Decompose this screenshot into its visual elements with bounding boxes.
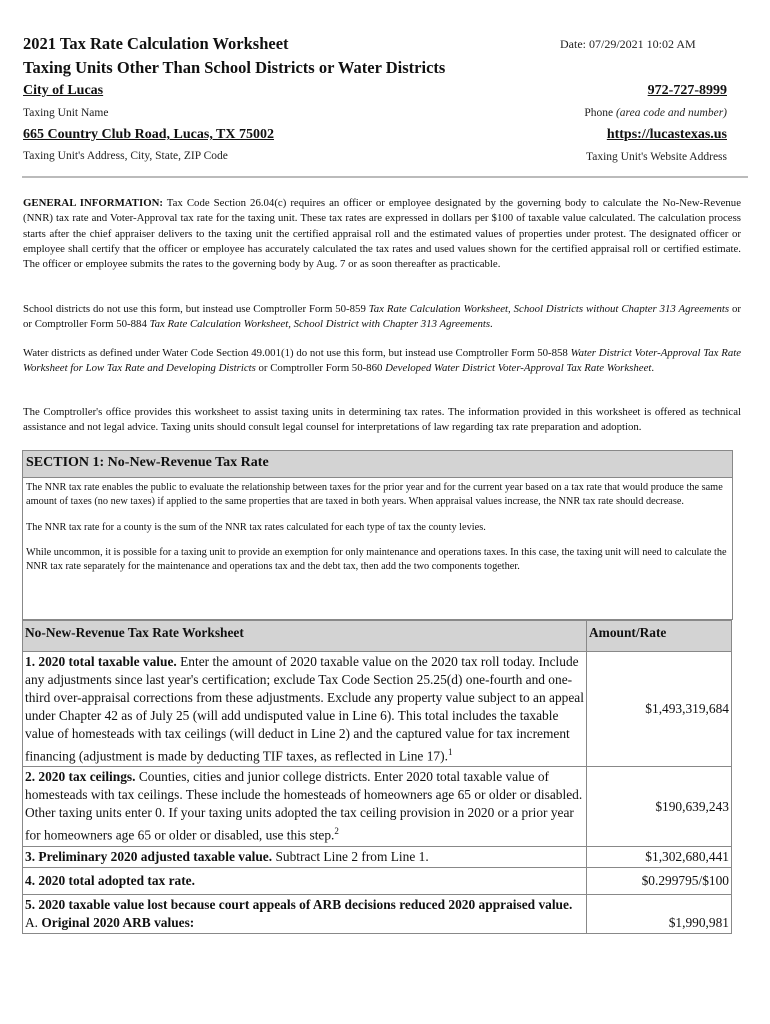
footnote-ref: 1 [447,747,453,757]
section-1-paragraph: The NNR tax rate for a county is the sum of the NNR tax rates calculated for each type of tax the county levies. [26,521,486,533]
section-1 [22,450,733,620]
table-row [23,652,732,767]
line-5a-amount: $1,990,981 [587,894,732,933]
taxing-unit-address: 665 Country Club Road, Lucas, TX 75002 [23,127,275,142]
comptroller-note: The Comptroller's office provides this worksheet to assist taxing units in determining tax rates. The information provided in this worksheet is offered as technical assistance and not legal advice. Taxing units should consult legal counsel for interpretations of law regarding tax rate preparation and adoption. [23,406,741,434]
table-row [23,894,732,933]
column-header-description: No-New-Revenue Tax Rate Worksheet [23,621,587,652]
form-title: 2021 Tax Rate Calculation Worksheet [23,34,289,53]
general-information [23,196,741,272]
school-districts-note [23,302,741,333]
table-row [23,867,732,894]
taxing-unit-name: City of Lucas [23,83,104,98]
water-note-part: or Comptroller Form 50-860 [255,362,386,375]
phone-label-prefix: Phone [584,107,616,119]
section-1-paragraph: While uncommon, it is possible for a taxing unit to provide an exemption for only maintenance and operations taxes. In this case, the taxing unit will need to calculate the NNR tax rate separately for the maintenance and operations tax and the debt tax, then add the two components together. [26,547,727,573]
school-note-part: . [490,318,493,331]
taxing-unit-name-label: Taxing Unit Name [23,107,109,119]
general-information-lead: GENERAL INFORMATION: [23,197,163,209]
line-sub-title: Original 2020 ARB values: [41,914,195,930]
line-sub-prefix: A. [25,914,42,930]
table-header-row [23,621,732,652]
line-2-amount: $190,639,243 [587,767,732,846]
nnr-worksheet-table [22,620,732,934]
line-4-amount: $0.299795/$100 [587,867,732,894]
school-note-part: or or Comptroller Form 50-884 [23,303,742,331]
water-districts-note [23,346,741,377]
header-divider [22,176,748,178]
website-link[interactable]: https://lucastexas.us [606,127,727,142]
water-note-part: . [651,362,655,375]
website-label: Taxing Unit's Website Address [586,151,727,163]
line-4-description [23,867,587,894]
phone-number: 972-727-8999 [647,83,727,98]
column-header-amount: Amount/Rate [587,621,732,652]
line-1-amount: $1,493,319,684 [587,652,732,767]
report-date: Date: 07/29/2021 10:02 AM [560,37,696,51]
phone-label-note: (area code and number) [615,107,727,119]
school-form-title: Tax Rate Calculation Worksheet, School Districts without Chapter 313 Agreements [368,303,730,315]
section-1-paragraph: The NNR tax rate enables the public to evaluate the relationship between taxes for the prior year and for the current year based on a tax rate that would produce the same amount of taxes (no new taxes) if applied to the same properties that are taxed in both years. When appraisal values increase, the NNR tax rate should decrease. [26,482,723,507]
general-information-text: Tax Code Section 26.04(c) requires an officer or employee designated by the governing body to calculate the No-New-Revenue (NNR) tax rate and Voter-Approval tax rate for the taxing unit. These tax rates are expressed in dollars per $100 of taxable value calculated. The calculation process starts after the chief appraiser delivers to the taxing unit the certified appraisal roll and the estimated values of properties under protest. The designated officer or employee shall certify that the officer or employee has accurately calculated the tax rates and used values shown for the certified appraisal roll or certified estimate. The officer or employee submits the rates to the governing body by Aug. 7 or as soon thereafter as practicable. [23,197,741,271]
line-title: 4. 2020 total adopted tax rate. [25,872,195,888]
footnote-ref: 2 [334,826,339,837]
line-title: 1. 2020 total taxable value. [25,654,177,669]
water-note-part: Water districts as defined under Water Code Section 49.001(1) do not use this form, but instead use Comptroller Form 50-858 [23,347,571,359]
line-3-amount: $1,302,680,441 [587,846,732,867]
section-1-body [23,478,732,574]
table-row [23,767,732,846]
line-title: 5. 2020 taxable value lost because court appeals of ARB decisions reduced 2020 appraised value. [25,896,573,912]
taxing-unit-address-label: Taxing Unit's Address, City, State, ZIP Code [23,150,228,162]
line-title: 3. Preliminary 2020 adjusted taxable value. [25,848,273,864]
line-text: Counties, cities and junior college districts. Enter 2020 total taxable value of homesteads with tax ceilings. These include the homesteads of homeowners age 65 or older or disabled. Other taxing units enter 0. If your taxing units adopted the tax ceiling provision in 2020 or a prior year for homeowners age 65 or older or disabled, use this step. [25,769,583,843]
water-form-title: Developed Water District Voter-Approval Tax Rate Worksheet [385,362,652,375]
section-1-heading: SECTION 1: No-New-Revenue Tax Rate [23,451,732,478]
table-row [23,846,732,867]
line-title: 2. 2020 tax ceilings. [25,769,136,785]
school-note-part: School districts do not use this form, but instead use Comptroller Form 50-859 [23,303,369,315]
form-subtitle: Taxing Units Other Than School Districts or Water Districts [23,58,446,77]
phone-label [584,107,727,119]
line-text: Enter the amount of 2020 taxable value on the 2020 tax roll today. Include any adjustments since last year's certification; exclude Tax Code Section 25.25(d) one-fourth and one-third over-appraisal corrections from these adjustments. Exclude any property value subject to an appeal under Chapter 42 as of July 25 (will add undisputed value in Line 6). This total includes the taxable value of homesteads with tax ceilings (will deduct in Line 2) and the captured value for tax increment financing (adjustment is made by deducting TIF taxes, as reflected in Line 17). [25,654,584,764]
school-form-title: Tax Rate Calculation Worksheet, School District with Chapter 313 Agreements [149,318,491,331]
line-2-description [23,767,587,846]
line-1-description [23,652,587,767]
line-text: Subtract Line 2 from Line 1. [272,848,429,864]
water-form-title: Water District Voter-Approval Tax Rate Worksheet for Low Tax Rate and Developing Districts [23,347,742,375]
line-3-description [23,846,587,867]
line-5-description [23,894,587,933]
